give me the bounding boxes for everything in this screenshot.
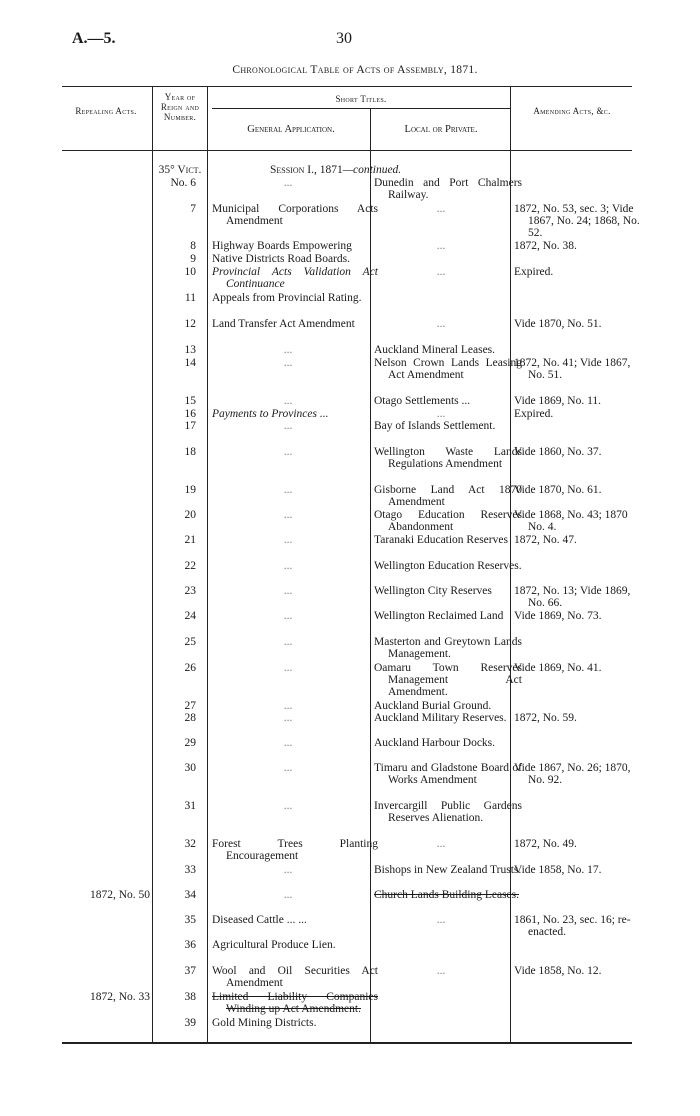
amending-acts: Vide 1870, No. 61. <box>514 484 602 496</box>
table-top-rule <box>62 86 632 87</box>
general-title: ... <box>283 610 293 622</box>
amending-acts: 1872, No. 53, sec. 3; Vide 1867, No. 24; 1868, No. 52. <box>514 203 640 239</box>
amending-acts: 1872, No. 38. <box>514 240 577 252</box>
local-title: Bay of Islands Settlement. <box>374 420 496 432</box>
general-title: Municipal Corporations Acts Amendment <box>212 203 378 227</box>
local-title: ... <box>436 240 446 252</box>
act-number: 11 <box>184 292 196 304</box>
act-number: 36 <box>184 939 196 951</box>
local-title: Auckland Burial Ground. <box>374 700 492 712</box>
act-number: 24 <box>184 610 196 622</box>
act-number: 33 <box>184 864 196 876</box>
general-title: ... <box>283 585 293 597</box>
local-title: Auckland Harbour Docks. <box>374 737 496 749</box>
local-title: Masterton and Greytown Lands Management. <box>374 636 522 660</box>
local-title: ... <box>436 408 446 420</box>
act-number: 7 <box>190 203 196 215</box>
local-title: Gisborne Land Act 1870 Amendment <box>374 484 522 508</box>
local-title: ... <box>436 965 446 977</box>
act-number: 21 <box>184 534 196 546</box>
general-title: ... <box>283 662 293 674</box>
amending-acts: Vide 1869, No. 73. <box>514 610 602 622</box>
header-general: General Application. <box>247 124 335 135</box>
local-title: Auckland Military Reserves. <box>374 712 507 724</box>
act-number: 22 <box>184 560 196 572</box>
amending-acts: Expired. <box>514 408 554 420</box>
general-title: ... <box>283 446 293 458</box>
col-divider-1 <box>152 86 153 1042</box>
general-title: ... <box>283 800 293 812</box>
act-number: 15 <box>184 395 196 407</box>
amending-acts: Vide 1869, No. 41. <box>514 662 602 674</box>
repealing-act: 1872, No. 50 <box>89 889 150 901</box>
act-number: 19 <box>184 484 196 496</box>
header-amending: Amending Acts, &c. <box>533 106 611 116</box>
amending-acts: 1861, No. 23, sec. 16; re-enacted. <box>514 914 631 938</box>
amending-acts: Vide 1858, No. 12. <box>514 965 602 977</box>
repealing-act: 1872, No. 33 <box>89 991 150 1003</box>
act-number: 39 <box>184 1017 196 1029</box>
general-title: ... <box>283 700 293 712</box>
act-number: 34 <box>184 889 196 901</box>
session-continued: —continued. <box>342 164 402 176</box>
amending-acts: Vide 1870, No. 51. <box>514 318 602 330</box>
local-title: Auckland Mineral Leases. <box>374 344 496 356</box>
general-title: Forest Trees Planting Encouragement <box>212 838 378 862</box>
act-number: 17 <box>184 420 196 432</box>
amending-acts: 1872, No. 49. <box>514 838 577 850</box>
general-title: Agricultural Produce Lien. <box>212 939 336 951</box>
act-number: No. 6 <box>170 177 196 189</box>
act-number: 23 <box>184 585 196 597</box>
general-title: ... <box>283 534 293 546</box>
page-title: Chronological Table of Acts of Assembly, 1871. <box>232 64 478 76</box>
subheader-rule <box>212 108 510 109</box>
general-title: ... <box>283 712 293 724</box>
session-title: Session I., 1871 <box>270 164 343 176</box>
act-number: 38 <box>184 991 196 1003</box>
act-number: 25 <box>184 636 196 648</box>
header-local: Local or Private. <box>404 124 478 135</box>
header-repealing: Repealing Acts. <box>75 106 137 116</box>
act-number: 18 <box>184 446 196 458</box>
general-title: ... <box>283 889 293 901</box>
amending-acts: Vide 1867, No. 26; 1870, No. 92. <box>514 762 631 786</box>
amending-acts: Vide 1858, No. 17. <box>514 864 602 876</box>
general-title: ... <box>283 636 293 648</box>
general-title: ... <box>283 864 293 876</box>
general-title: Payments to Provinces ... <box>212 408 329 420</box>
general-title: ... <box>283 177 293 189</box>
act-number: 14 <box>184 357 196 369</box>
amending-acts: Expired. <box>514 266 554 278</box>
header-short-titles: Short Titles. <box>335 94 387 104</box>
page-ref: A.—5. <box>72 30 116 47</box>
general-title: ... <box>283 737 293 749</box>
act-number: 35 <box>184 914 196 926</box>
local-title: ... <box>436 203 446 215</box>
general-title: ... <box>283 344 293 356</box>
act-number: 9 <box>190 253 196 265</box>
general-title: Wool and Oil Securities Act Amendment <box>212 965 378 989</box>
local-title: ... <box>436 838 446 850</box>
act-number: 8 <box>190 240 196 252</box>
act-number: 13 <box>184 344 196 356</box>
amending-acts: Vide 1860, No. 37. <box>514 446 602 458</box>
act-number: 28 <box>184 712 196 724</box>
local-title: ... <box>436 318 446 330</box>
general-title: ... <box>283 395 293 407</box>
local-title: Church Lands Building Leases. <box>374 889 520 901</box>
local-title: Otago Education Reserves Abandonment <box>374 509 522 533</box>
general-title: Land Transfer Act Amendment <box>212 318 355 330</box>
act-number: 37 <box>184 965 196 977</box>
act-number: 32 <box>184 838 196 850</box>
local-title: Otago Settlements ... <box>374 395 471 407</box>
act-number: 16 <box>184 408 196 420</box>
general-title: Native Districts Road Boards. <box>212 253 350 265</box>
local-title: Timaru and Gladstone Board of Works Amendment <box>374 762 522 786</box>
col-divider-2 <box>207 86 208 1042</box>
general-title: ... <box>283 420 293 432</box>
local-title: ... <box>436 914 446 926</box>
local-title: ... <box>436 266 446 278</box>
act-number: 26 <box>184 662 196 674</box>
table-bottom-rule <box>62 1042 632 1044</box>
act-number: 20 <box>184 509 196 521</box>
act-number: 12 <box>184 318 196 330</box>
amending-acts: 1872, No. 59. <box>514 712 577 724</box>
header-year: Year of Reign and Number. <box>160 92 200 122</box>
amending-acts: 1872, No. 41; Vide 1867, No. 51. <box>514 357 631 381</box>
local-title: Wellington City Reserves <box>374 585 492 597</box>
session-reign: 35° Vict. <box>158 164 202 176</box>
general-title: Diseased Cattle ... ... <box>212 914 307 926</box>
amending-acts: 1872, No. 47. <box>514 534 577 546</box>
act-number: 29 <box>184 737 196 749</box>
local-title: Invercargill Public Gardens Reserves Alienation. <box>374 800 522 824</box>
general-title: ... <box>283 509 293 521</box>
general-title: ... <box>283 762 293 774</box>
session-heading <box>270 164 401 176</box>
general-title: Highway Boards Empowering <box>212 240 352 252</box>
act-number: 27 <box>184 700 196 712</box>
general-title: ... <box>283 560 293 572</box>
general-title: Gold Mining Districts. <box>212 1017 317 1029</box>
general-title: Provincial Acts Validation Act Continuance <box>212 266 378 290</box>
local-title: Nelson Crown Lands Leasing Act Amendment <box>374 357 522 381</box>
local-title: Wellington Education Reserves. <box>374 560 522 572</box>
page-number: 30 <box>336 30 352 47</box>
local-title: Bishops in New Zealand Trusts. <box>374 864 522 876</box>
general-title: Appeals from Provincial Rating. <box>212 292 362 304</box>
act-number: 31 <box>184 800 196 812</box>
amending-acts: Vide 1869, No. 11. <box>514 395 602 407</box>
amending-acts: Vide 1868, No. 43; 1870 No. 4. <box>514 509 628 533</box>
general-title: ... <box>283 484 293 496</box>
general-title: ... <box>283 357 293 369</box>
act-number: 30 <box>184 762 196 774</box>
act-number: 10 <box>184 266 196 278</box>
local-title: Dunedin and Port Chalmers Railway. <box>374 177 522 201</box>
local-title: Wellington Reclaimed Land <box>374 610 504 622</box>
header-bottom-rule <box>62 150 632 151</box>
local-title: Oamaru Town Reserves Management Act Amendment. <box>374 662 522 698</box>
amending-acts: 1872, No. 13; Vide 1869, No. 66. <box>514 585 631 609</box>
local-title: Wellington Waste Lands Regulations Amendment <box>374 446 522 470</box>
general-title: Limited Liability Companies Winding up Act Amendment. <box>212 991 378 1015</box>
local-title: Taranaki Education Reserves <box>374 534 508 546</box>
